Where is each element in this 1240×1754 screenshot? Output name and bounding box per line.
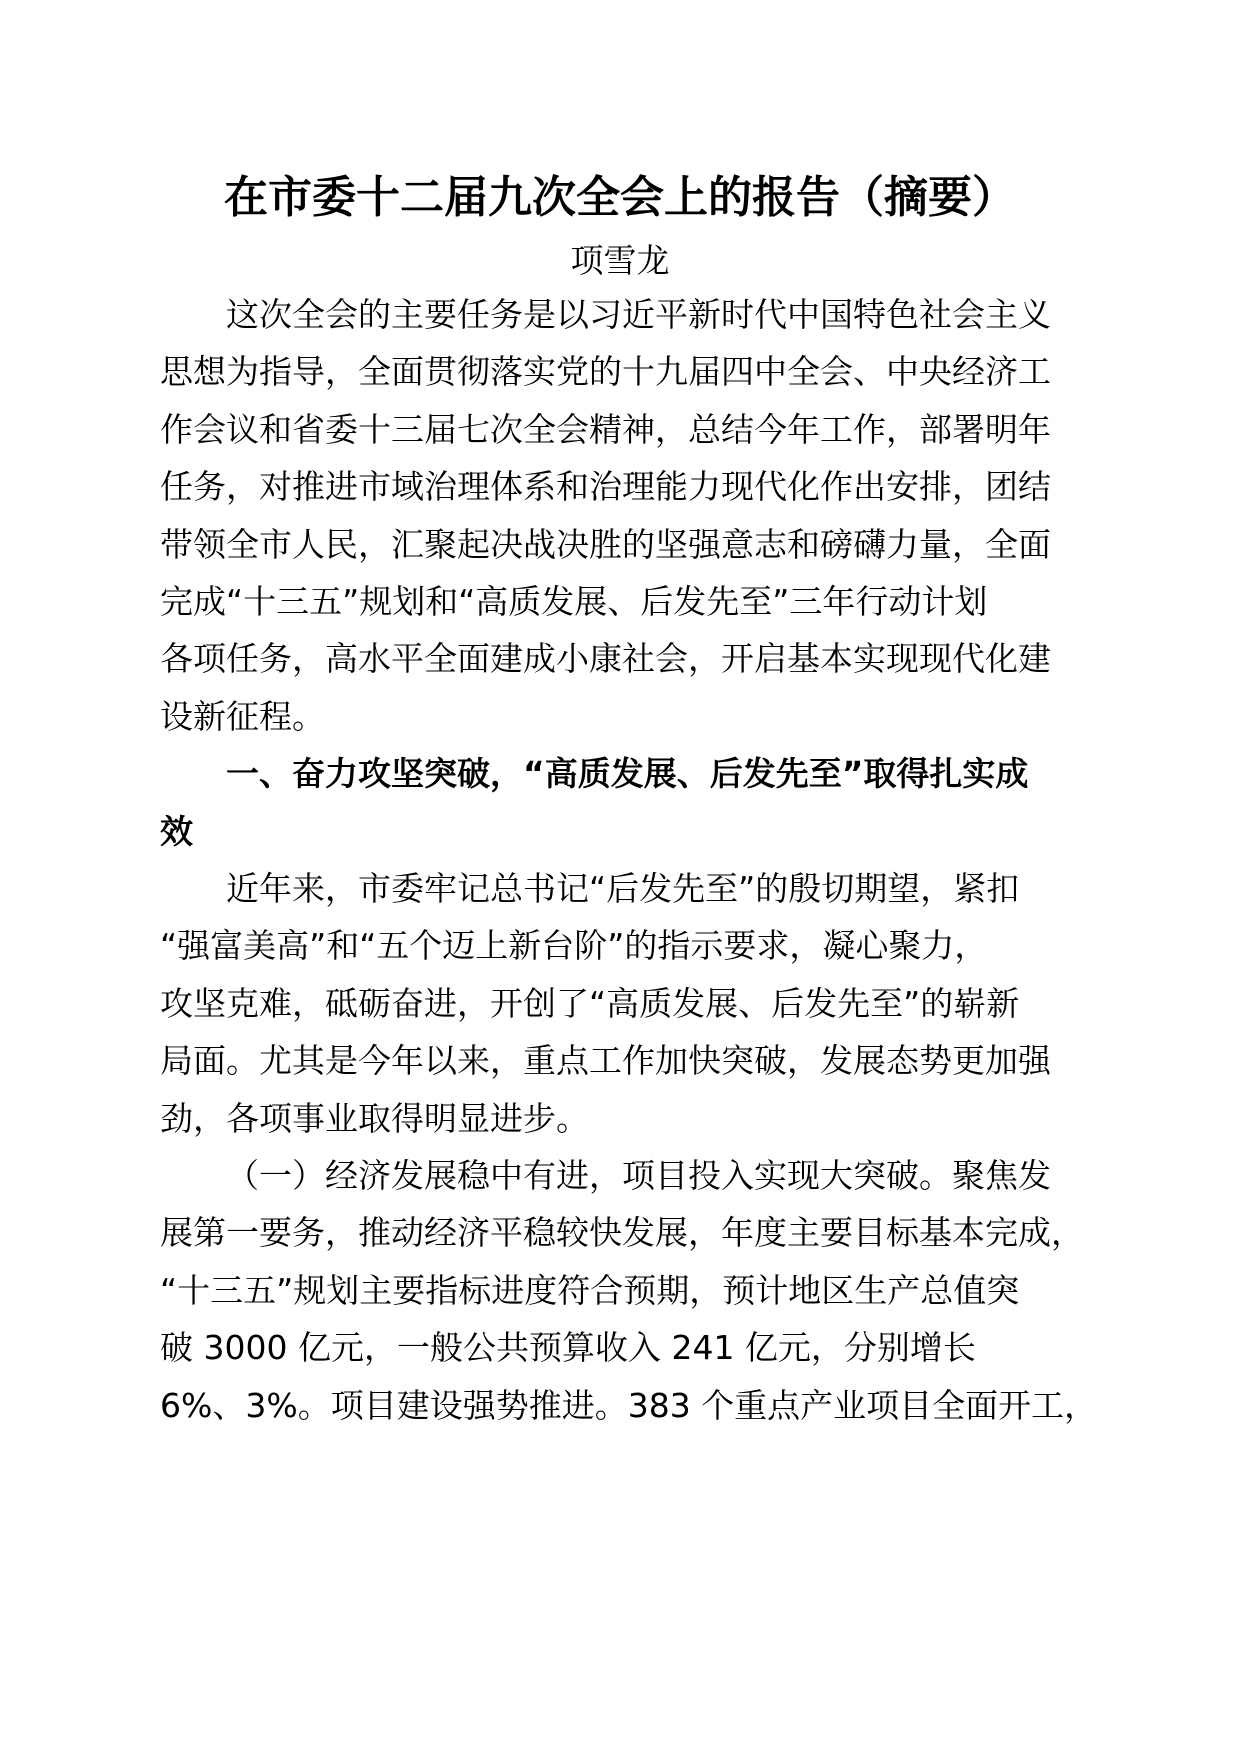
body-text-line: 6%、3%。项目建设强势推进。383 个重点产业项目全面开工， bbox=[160, 1385, 1098, 1425]
body-text-line: 破 3000 亿元，一般公共预算收入 241 亿元，分别增长 bbox=[160, 1328, 976, 1368]
body-text-line: 局面。尤其是今年以来，重点工作加快突破，发展态势更加强 bbox=[160, 1041, 1051, 1081]
body-text-line: 各项任务，高水平全面建成小康社会，开启基本实现现代化建 bbox=[160, 639, 1051, 679]
body-text-line: 这次全会的主要任务是以习近平新时代中国特色社会主义 bbox=[226, 295, 1051, 334]
body-text-line: “十三五”规划主要指标进度符合预期，预计地区生产总值突 bbox=[160, 1270, 1020, 1310]
body-text-line: “强富美高”和“五个迈上新台阶”的指示要求，凝心聚力， bbox=[160, 926, 988, 966]
body-text-line: 作会议和省委十三届七次全会精神，总结今年工作，部署明年 bbox=[160, 409, 1051, 449]
document-author: 项雪龙 bbox=[570, 241, 670, 280]
body-text-line: 设新征程。 bbox=[160, 696, 325, 736]
body-text-line: 带领全市人民，汇聚起决战决胜的坚强意志和磅礴力量，全面 bbox=[160, 524, 1051, 564]
document-title: 在市委十二届九次全会上的报告（摘要） bbox=[224, 172, 1016, 223]
body-text-line: 展第一要务，推动经济平稳较快发展，年度主要目标基本完成， bbox=[160, 1213, 1084, 1253]
body-text-line: 劲，各项事业取得明显进步。 bbox=[160, 1098, 589, 1138]
body-text-line: （一）经济发展稳中有进，项目投入实现大突破。聚焦发 bbox=[226, 1156, 1051, 1195]
body-text-line: 攻坚克难，砥砺奋进，开创了“高质发展、后发先至”的崭新 bbox=[160, 983, 1020, 1023]
body-text-line: 任务，对推进市域治理体系和治理能力现代化作出安排，团结 bbox=[160, 467, 1051, 507]
section-heading-line: 效 bbox=[160, 811, 193, 851]
body-text-line: 完成“十三五”规划和“高质发展、后发先至”三年行动计划 bbox=[160, 582, 988, 621]
body-text-line: 思想为指导，全面贯彻落实党的十九届四中全会、中央经济工 bbox=[160, 352, 1051, 392]
section-heading-line: 一、奋力攻坚突破，“高质发展、后发先至”取得扎实成 bbox=[226, 754, 1029, 794]
body-text-line: 近年来，市委牢记总书记“后发先至”的殷切期望，紧扣 bbox=[226, 869, 1020, 908]
